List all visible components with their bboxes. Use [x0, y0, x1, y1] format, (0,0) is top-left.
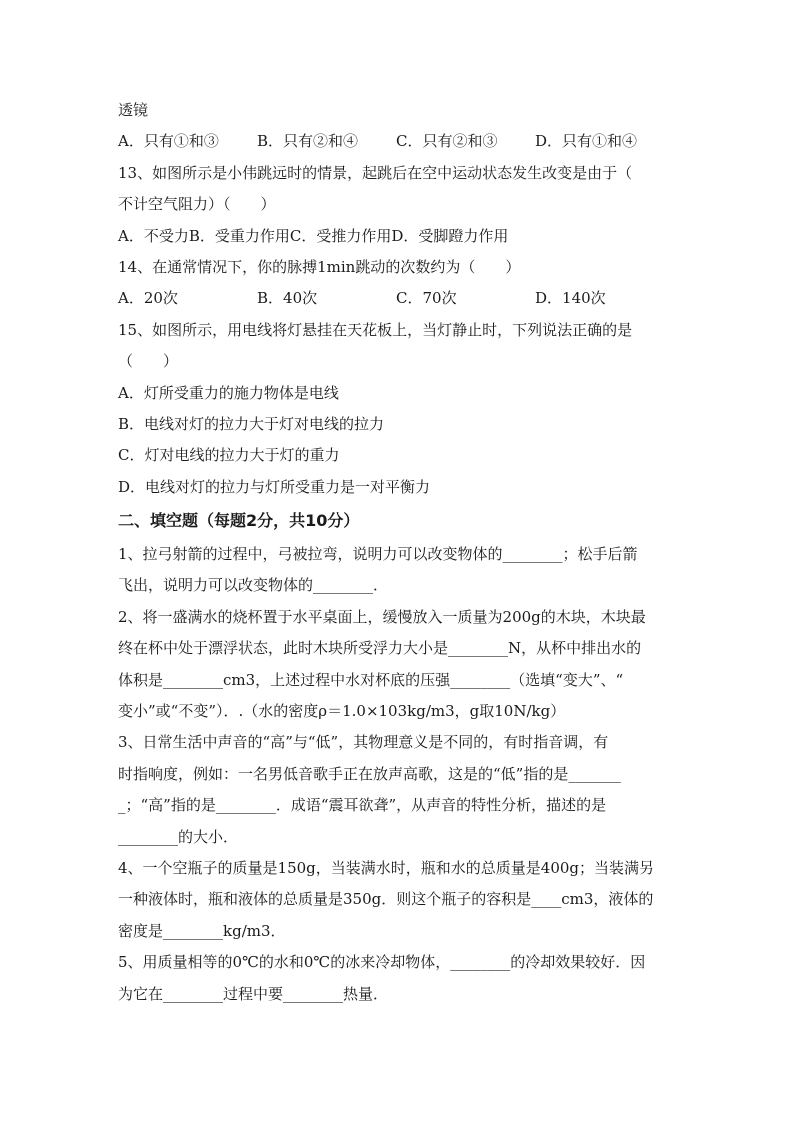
question-15-option-a: A．灯所受重力的施力物体是电线: [118, 383, 339, 402]
fill-2-text-cont: 终在杯中处于漂浮状态，此时木块所受浮力大小是________N，从杯中排出水的: [118, 639, 642, 658]
fill-5-text-cont: 为它在________过程中要________热量．: [118, 984, 389, 1003]
option-a: A．20次: [118, 289, 178, 308]
question-15-text: 15、如图所示，用电线将灯悬挂在天花板上，当灯静止时，下列说法正确的是: [118, 320, 633, 339]
option-a: A．只有①和③: [118, 132, 219, 151]
option-c: C．只有②和③: [396, 132, 498, 151]
question-15-option-c: C．灯对电线的拉力大于灯的重力: [118, 446, 340, 465]
fill-4-text: 4、一个空瓶子的质量是150g，当装满水时，瓶和水的总质量是400g；当装满另: [118, 858, 655, 877]
fill-3-text: 3、日常生活中声音的“高”与“低”，其物理意义是不同的，有时指音调，有: [118, 733, 609, 752]
option-b: B．只有②和④: [257, 132, 359, 151]
fill-2-text-cont: 体积是________cm3，上述过程中水对杯底的压强________（选填“变大”、“: [118, 670, 624, 689]
question-14-text: 14、在通常情况下，你的脉搏1min跳动的次数约为（ ）: [118, 257, 521, 276]
fill-3-text-cont: _；“高”指的是________．成语“震耳欲聋”，从声音的特性分析，描述的是: [118, 796, 607, 815]
fill-3-text-cont: 时指响度，例如：一名男低音歌手正在放声高歌，这是的“低”指的是_______: [118, 764, 621, 783]
section-heading: 二、填空题（每题2分，共10分）: [118, 511, 360, 531]
fill-3-text-cont: ________的大小．: [118, 827, 239, 846]
fill-1-text-cont: 飞出，说明力可以改变物体的________．: [118, 576, 389, 595]
text-line: 透镜: [118, 101, 149, 119]
fill-1-text: 1、拉弓射箭的过程中，弓被拉弯，说明力可以改变物体的________；松手后箭: [118, 545, 638, 564]
fill-4-text-cont: 一种液体时，瓶和液体的总质量是350g．则这个瓶子的容积是____cm3，液体的: [118, 890, 654, 909]
question-13-options: A．不受力B．受重力作用C．受推力作用D．受脚蹬力作用: [118, 226, 509, 245]
option-b: B．40次: [257, 289, 318, 308]
question-15-option-b: B．电线对灯的拉力大于灯对电线的拉力: [118, 414, 385, 433]
fill-2-text: 2、将一盛满水的烧杯置于水平桌面上，缓慢放入一质量为200g的木块，木块最: [118, 607, 646, 626]
question-15-text-cont: （ ）: [118, 352, 179, 371]
option-d: D．只有①和④: [535, 132, 638, 151]
fill-2-text-cont: 变小”或“不变”）．.（水的密度ρ＝1.0×103kg/m3，g取10N/kg）: [118, 702, 566, 721]
question-13-text-cont: 不计空气阻力）（ ）: [118, 195, 276, 214]
question-15-option-d: D．电线对灯的拉力与灯所受重力是一对平衡力: [118, 477, 431, 496]
fill-4-text-cont: 密度是________kg/m3．: [118, 921, 286, 940]
question-14-options: [118, 283, 678, 314]
question-13-text: 13、如图所示是小伟跳远时的情景，起跳后在空中运动状态发生改变是由于（: [118, 163, 633, 182]
question-12-options: [118, 126, 678, 157]
fill-5-text: 5、用质量相等的0℃的水和0℃的冰来冷却物体，________的冷却效果较好．因: [118, 953, 646, 972]
option-c: C．70次: [396, 289, 457, 308]
document-page: [118, 95, 678, 1010]
option-d: D．140次: [535, 289, 606, 308]
